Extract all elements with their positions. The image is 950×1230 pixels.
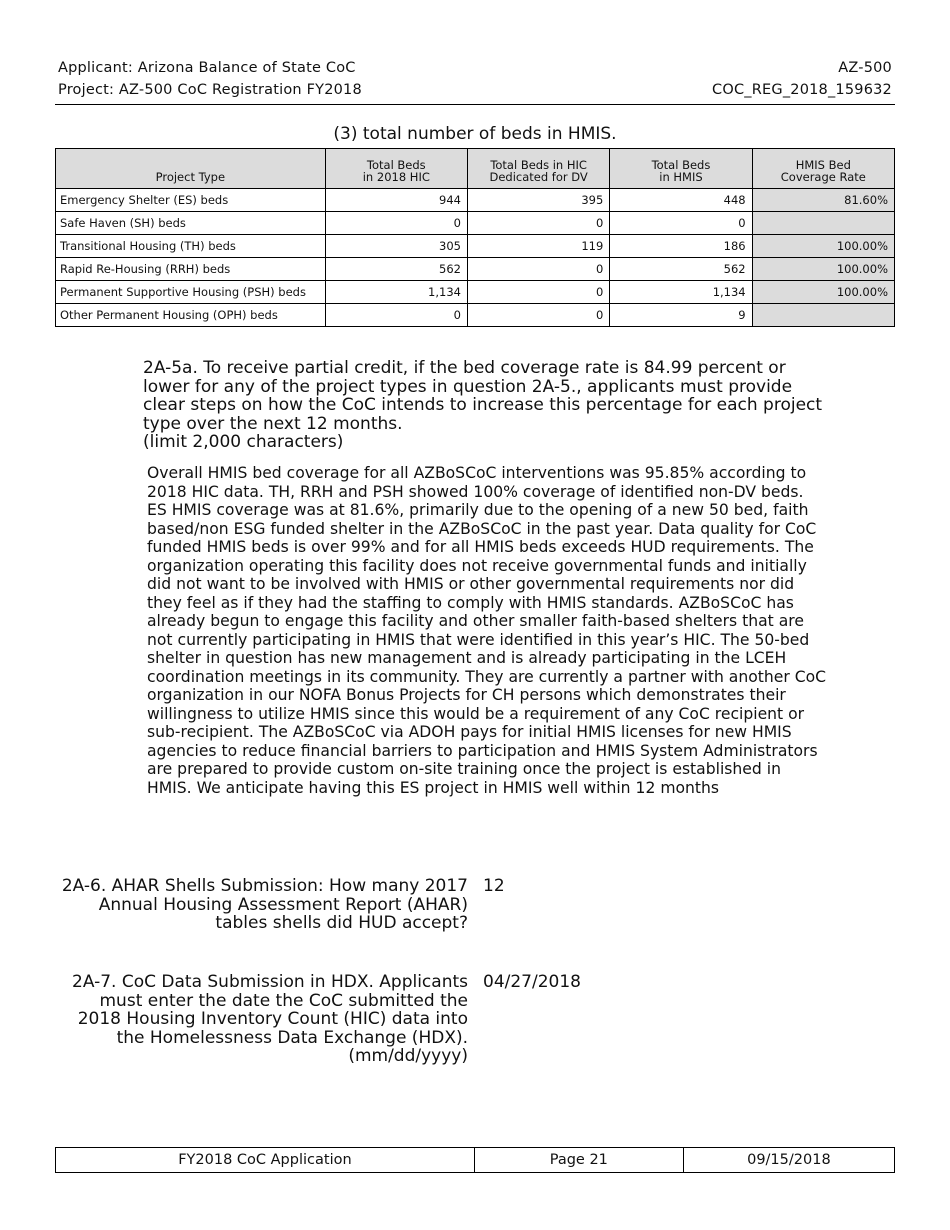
header-divider — [55, 104, 895, 105]
cell-dv: 0 — [467, 304, 609, 327]
cell-rate — [752, 212, 894, 235]
table-row — [56, 304, 895, 327]
footer-application: FY2018 CoC Application — [56, 1148, 475, 1173]
table-row — [56, 212, 895, 235]
cell-project-type: Safe Haven (SH) beds — [56, 212, 326, 235]
table-caption: (3) total number of beds in HMIS. — [333, 124, 617, 144]
page-footer — [55, 1147, 895, 1173]
cell-hmis: 448 — [610, 189, 752, 212]
cell-rate: 100.00% — [752, 235, 894, 258]
footer-row — [56, 1148, 895, 1173]
table-header-row — [56, 149, 895, 189]
question-2a-7: 2A-7. CoC Data Submission in HDX. Applicants must enter the date the CoC submitted the 2018 Housing Inventory Count (HIC) data into the Homelessness Data Exchange (HDX). (mm/dd/yyyy) — [72, 972, 468, 1067]
header-row-2 — [58, 82, 892, 102]
cell-hic: 562 — [325, 258, 467, 281]
cell-hic: 1,134 — [325, 281, 467, 304]
header-row-1 — [58, 60, 892, 80]
cell-rate: 100.00% — [752, 258, 894, 281]
registration-id: COC_REG_2018_159632 — [712, 82, 892, 98]
beds-table — [55, 148, 895, 327]
table-row — [56, 281, 895, 304]
cell-project-type: Rapid Re-Housing (RRH) beds — [56, 258, 326, 281]
col-beds-dv: Total Beds in HIC Dedicated for DV — [467, 149, 609, 189]
question-2a-6: 2A-6. AHAR Shells Submission: How many 2017 Annual Housing Assessment Report (AHAR) tables shells did HUD accept? — [61, 876, 468, 934]
cell-hmis: 186 — [610, 235, 752, 258]
cell-rate: 81.60% — [752, 189, 894, 212]
cell-hmis: 1,134 — [610, 281, 752, 304]
answer-2a-5a: Overall HMIS bed coverage for all AZBoSCoC interventions was 95.85% according to 2018 HIC data. TH, RRH and PSH showed 100% coverage of identified non-DV beds. ES HMIS coverage was at 81.6%, primarily due to the opening of a new 50 bed, faith based/non ESG funded shelter in the AZBoSCoC in the past year. Data quality for CoC funded HMIS beds is over 99% and for all HMIS beds exceeds HUD requirements. The organization operating this facility does not receive governmental funds and initially did not want to be involved with HMIS or other governmental requirements nor did they feel as if they had the staffing to comply with HMIS standards. AZBoSCoC has already begun to engage this facility and other smaller faith-based shelters that are not currently participating in HMIS that were identified in this year’s HIC. The 50-bed shelter in question has new management and is already participating in the LCEH coordination meetings in its community. They are currently a partner with another CoC organization in our NOFA Bonus Projects for CH persons which demonstrates their willingness to utilize HMIS since this would be a requirement of any CoC recipient or sub-recipient. The AZBoSCoC via ADOH pays for initial HMIS licenses for new HMIS agencies to reduce financial barriers to participation and HMIS System Administrators are prepared to provide custom on-site training once the project is established in HMIS. We anticipate having this ES project in HMIS well within 12 months — [147, 464, 827, 797]
cell-dv: 0 — [467, 212, 609, 235]
footer-page-number: Page 21 — [474, 1148, 683, 1173]
answer-2a-7: 04/27/2018 — [483, 972, 581, 992]
project-name: Project: AZ-500 CoC Registration FY2018 — [58, 82, 362, 98]
cell-rate: 100.00% — [752, 281, 894, 304]
cell-hmis: 562 — [610, 258, 752, 281]
col-coverage-rate: HMIS Bed Coverage Rate — [752, 149, 894, 189]
applicant-name: Applicant: Arizona Balance of State CoC — [58, 60, 356, 76]
question-2a-5a: 2A-5a. To receive partial credit, if the bed coverage rate is 84.99 percent or lower for any of the project types in question 2A-5., applicants must provide clear steps on how the CoC intends to increase this percentage for each project type over the next 12 months. (limit 2,000 characters) — [143, 358, 823, 453]
cell-project-type: Emergency Shelter (ES) beds — [56, 189, 326, 212]
cell-project-type: Permanent Supportive Housing (PSH) beds — [56, 281, 326, 304]
cell-hic: 0 — [325, 304, 467, 327]
cell-project-type: Transitional Housing (TH) beds — [56, 235, 326, 258]
cell-hic: 305 — [325, 235, 467, 258]
answer-2a-6: 12 — [483, 876, 505, 896]
cell-rate — [752, 304, 894, 327]
cell-hmis: 0 — [610, 212, 752, 235]
table-row — [56, 258, 895, 281]
col-total-beds-hic: Total Beds in 2018 HIC — [325, 149, 467, 189]
cell-dv: 395 — [467, 189, 609, 212]
footer-date: 09/15/2018 — [683, 1148, 894, 1173]
cell-dv: 119 — [467, 235, 609, 258]
cell-dv: 0 — [467, 258, 609, 281]
table-row — [56, 189, 895, 212]
cell-hic: 944 — [325, 189, 467, 212]
cell-project-type: Other Permanent Housing (OPH) beds — [56, 304, 326, 327]
col-beds-hmis: Total Beds in HMIS — [610, 149, 752, 189]
cell-dv: 0 — [467, 281, 609, 304]
table-row — [56, 235, 895, 258]
col-project-type: Project Type — [56, 149, 326, 189]
cell-hmis: 9 — [610, 304, 752, 327]
cell-hic: 0 — [325, 212, 467, 235]
coc-number: AZ-500 — [838, 60, 892, 76]
